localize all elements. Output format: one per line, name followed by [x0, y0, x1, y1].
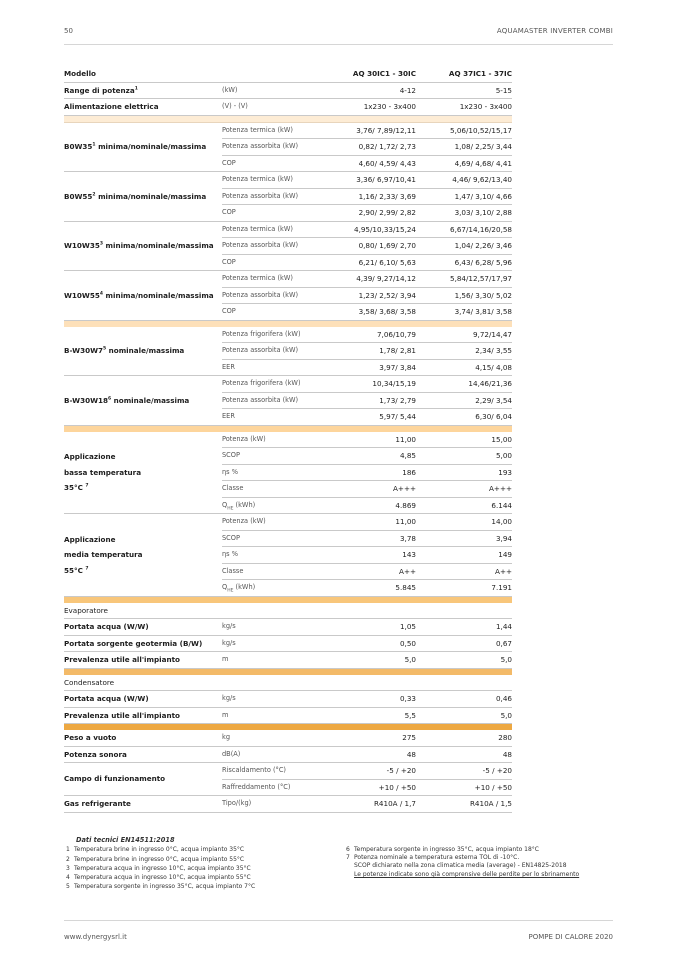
- table-cell: 7.191: [416, 580, 512, 597]
- table-cell: 1,56/ 3,30/ 5,02: [416, 287, 512, 304]
- table-cell: 4,46/ 9,62/13,40: [416, 172, 512, 189]
- table-row: [64, 82, 512, 99]
- table-cell: [416, 603, 512, 619]
- footnotes-title: Dati tecnici EN14511:2018: [76, 836, 175, 844]
- table-cell: 1,04/ 2,26/ 3,46: [416, 238, 512, 255]
- table-cell: dB(A): [222, 746, 334, 763]
- table-cell: 14,46/21,36: [416, 376, 512, 393]
- table-cell: Potenza termica (kW): [222, 221, 334, 238]
- table-cell: COP: [222, 254, 334, 271]
- table-cell: (V) - (V): [222, 99, 334, 116]
- cell-text: Q: [222, 583, 228, 591]
- table-cell: 14,00: [416, 514, 512, 531]
- model-col-1: AQ 30IC1 - 30IC: [334, 66, 416, 82]
- table-cell: [222, 675, 334, 691]
- table-cell: Potenza assorbita (kW): [222, 287, 334, 304]
- cell-text: 5: [103, 346, 107, 352]
- cell-text: 35°C: [64, 483, 83, 492]
- cell-text: B0W35: [64, 142, 93, 151]
- table-cell: 1x230 - 3x400: [416, 99, 512, 116]
- cell-text: W10W55: [64, 290, 100, 300]
- cell-text: HE: [227, 588, 234, 594]
- table-cell: Potenza assorbita (kW): [222, 238, 334, 255]
- table-cell: 3,94: [416, 530, 512, 547]
- table-cell: EER: [222, 409, 334, 426]
- cell-text: 1: [92, 142, 96, 148]
- cell-text: Applicazione: [64, 452, 116, 461]
- table-cell: R410A / 1,7: [334, 796, 416, 813]
- heating-group-w10w55: [64, 271, 512, 321]
- cell-text: 7: [85, 566, 89, 572]
- table-row: [64, 619, 512, 636]
- table-cell: SCOP: [222, 448, 334, 465]
- table-cell: (kW): [222, 82, 334, 99]
- table-cell: 5.845: [334, 580, 416, 597]
- table-cell: 6,67/14,16/20,58: [416, 221, 512, 238]
- table-row: [64, 635, 512, 652]
- table-cell: [334, 603, 416, 619]
- table-cell: Classe: [222, 563, 334, 580]
- table-cell: Riscaldamento (°C): [222, 763, 334, 780]
- table-cell: [334, 675, 416, 691]
- cell-text: 6: [108, 396, 112, 402]
- cell-text: Alimentazione elettrica: [64, 102, 159, 111]
- table-cell: 2,34/ 3,55: [416, 343, 512, 360]
- table-cell: Potenza termica (kW): [222, 172, 334, 189]
- cell-text: (kWh): [233, 500, 256, 509]
- table-row: [64, 271, 512, 288]
- table-cell: [64, 115, 512, 122]
- table-row-weight: [64, 730, 512, 746]
- table-cell: 10,34/15,19: [334, 376, 416, 393]
- defrost-note: Le potenze indicate sono già comprensive delle perdite per lo sbrinamento: [354, 871, 580, 879]
- table-cell: 9,72/14,47: [416, 327, 512, 343]
- application-low-temp: [64, 432, 512, 514]
- cell-text: Range di potenza: [64, 85, 135, 95]
- table-cell: Potenza (kW): [222, 432, 334, 448]
- table-cell: Potenza termica (kW): [222, 271, 334, 288]
- table-cell: 48: [334, 746, 416, 763]
- table-cell: Potenza assorbita (kW): [222, 188, 334, 205]
- cell-text: (kWh): [233, 583, 256, 591]
- page-running-title: AQUAMASTER INVERTER COMBI: [496, 27, 613, 35]
- table-header-row: [64, 66, 512, 82]
- table-cell: 0,80/ 1,69/ 2,70: [334, 238, 416, 255]
- table-row: [64, 99, 512, 116]
- table-cell: Portata sorgente geotermia (B/W): [64, 635, 222, 652]
- footnote: 2 Temperatura brine in ingresso 0°C, acqua impianto 55°C: [66, 855, 245, 863]
- table-cell: -5 / +20: [334, 763, 416, 780]
- table-cell: R410A / 1,5: [416, 796, 512, 813]
- table-cell: 193: [416, 464, 512, 481]
- footnote: 1 Temperatura brine in ingresso 0°C, acqua impianto 35°C: [66, 846, 245, 854]
- table-cell: 186: [334, 464, 416, 481]
- table-cell: 0,33: [334, 691, 416, 708]
- table-cell: Potenza assorbita (kW): [222, 139, 334, 156]
- table-cell: [222, 66, 334, 82]
- table-cell: Portata acqua (W/W): [64, 691, 222, 708]
- table-cell: [416, 675, 512, 691]
- footnote: 4 Temperatura acqua in ingresso 10°C, acqua impianto 55°C: [66, 874, 251, 882]
- table-cell: 3,36/ 6,97/10,41: [334, 172, 416, 189]
- table-cell: 5,0: [416, 652, 512, 669]
- table-cell: 1x230 - 3x400: [334, 99, 416, 116]
- table-cell: 1,16/ 2,33/ 3,69: [334, 188, 416, 205]
- condenser-title-row: [64, 675, 512, 691]
- cell-text: B-W30W18: [64, 395, 108, 405]
- website-link[interactable]: www.dynergysrl.it: [64, 933, 127, 941]
- model-col-2: AQ 37IC1 - 37IC: [416, 66, 512, 82]
- table-cell: 3,03/ 3,10/ 2,88: [416, 205, 512, 222]
- table-cell: 1,08/ 2,25/ 3,44: [416, 139, 512, 156]
- table-cell: Peso a vuoto: [64, 730, 222, 746]
- heating-group-b0w55: [64, 172, 512, 222]
- application-medium-temp: [64, 514, 512, 597]
- table-cell: Potenza frigorifera (kW): [222, 327, 334, 343]
- table-cell: [64, 122, 222, 172]
- table-cell: 1,47/ 3,10/ 4,66: [416, 188, 512, 205]
- table-cell: 1,73/ 2,79: [334, 392, 416, 409]
- table-cell: +10 / +50: [334, 779, 416, 796]
- table-cell: 6,30/ 6,04: [416, 409, 512, 426]
- page-header: [64, 24, 613, 45]
- table-cell: 5,0: [416, 707, 512, 724]
- table-cell: SCOP: [222, 530, 334, 547]
- table-cell: A+++: [334, 481, 416, 498]
- table-row: [64, 376, 512, 393]
- cell-text: 3: [99, 241, 104, 247]
- table-cell: 3,97/ 3,84: [334, 359, 416, 376]
- footnote: 7 Potenza nominale a temperatura esterna TOL di -10°C.: [346, 854, 520, 862]
- table-cell: 2,90/ 2,99/ 2,82: [334, 205, 416, 222]
- table-cell: 5,97/ 5,44: [334, 409, 416, 426]
- table-cell: 4,85: [334, 448, 416, 465]
- table-row-gas: [64, 796, 512, 813]
- table-cell: 0,82/ 1,72/ 2,73: [334, 139, 416, 156]
- evaporator-title-row: [64, 603, 512, 619]
- table-cell: 5-15: [416, 82, 512, 99]
- cell-text: media temperatura: [64, 550, 143, 559]
- cell-text: 2: [92, 192, 96, 198]
- table-cell: [222, 580, 334, 597]
- cell-text: minima/nominale/massima: [103, 290, 214, 300]
- table-cell: 5,0: [334, 652, 416, 669]
- cell-text: 4: [99, 291, 104, 297]
- page-footer: [64, 920, 613, 951]
- table-row: [64, 327, 512, 343]
- heating-group-b0w35: [64, 122, 512, 172]
- table-cell: [64, 99, 222, 116]
- table-cell: [64, 327, 222, 376]
- table-cell: EER: [222, 359, 334, 376]
- table-cell: 4-12: [334, 82, 416, 99]
- cell-text: 55°C: [64, 565, 83, 575]
- cell-text: minima/nominale/massima: [103, 241, 214, 250]
- cell-text: nominale/massima: [111, 395, 190, 405]
- table-cell: 4,39/ 9,27/14,12: [334, 271, 416, 288]
- footnote-continuation: SCOP dichiarato nella zona climatica media (average) - EN14825-2018: [354, 862, 567, 870]
- table-cell: 0,67: [416, 635, 512, 652]
- table-cell: Potenza assorbita (kW): [222, 392, 334, 409]
- table-cell: 48: [416, 746, 512, 763]
- table-cell: Condensatore: [64, 675, 222, 691]
- table-cell: Classe: [222, 481, 334, 498]
- table-cell: A++: [334, 563, 416, 580]
- table-cell: Potenza (kW): [222, 514, 334, 531]
- table-cell: 5,84/12,57/17,97: [416, 271, 512, 288]
- cell-text: minima/nominale/massima: [95, 142, 207, 151]
- cell-text: Applicazione: [64, 534, 116, 544]
- table-cell: 6,21/ 6,10/ 5,63: [334, 254, 416, 271]
- table-cell: kg/s: [222, 635, 334, 652]
- footnote: 6 Temperatura sorgente in ingresso 35°C, acqua impianto 18°C: [346, 846, 539, 853]
- section-divider: [64, 115, 512, 122]
- footnote: 3 Temperatura acqua in ingresso 10°C, acqua impianto 35°C: [66, 864, 251, 872]
- table-cell: 4,15/ 4,08: [416, 359, 512, 376]
- table-cell: 3,76/ 7,89/12,11: [334, 122, 416, 139]
- table-cell: Potenza assorbita (kW): [222, 343, 334, 360]
- table-cell: kg/s: [222, 691, 334, 708]
- cell-text: HE: [227, 505, 234, 511]
- table-cell: 0,50: [334, 635, 416, 652]
- table-cell: 0,46: [416, 691, 512, 708]
- table-cell: 3,78: [334, 530, 416, 547]
- table-cell: 15,00: [416, 432, 512, 448]
- cell-text: B0W55: [64, 191, 93, 201]
- table-cell: 5,06/10,52/15,17: [416, 122, 512, 139]
- table-cell: Prevalenza utile all'impianto: [64, 707, 222, 724]
- table-row: [64, 172, 512, 189]
- table-row: [64, 432, 512, 448]
- table-cell: [64, 172, 222, 222]
- table-cell: 5,00: [416, 448, 512, 465]
- table-row: [64, 691, 512, 708]
- technical-specs-table: [64, 66, 512, 813]
- table-cell: [222, 603, 334, 619]
- cell-text: 1: [134, 86, 138, 92]
- table-cell: 1,78/ 2,81: [334, 343, 416, 360]
- table-cell: [64, 82, 222, 99]
- table-cell: 4,60/ 4,59/ 4,43: [334, 155, 416, 172]
- table-cell: Tipo/(kg): [222, 796, 334, 813]
- table-cell: COP: [222, 155, 334, 172]
- table-cell: 3,74/ 3,81/ 3,58: [416, 304, 512, 321]
- table-row: [64, 122, 512, 139]
- table-cell: m: [222, 707, 334, 724]
- table-cell: 3,58/ 3,68/ 3,58: [334, 304, 416, 321]
- table-cell: 275: [334, 730, 416, 746]
- table-cell: 6.144: [416, 497, 512, 514]
- table-cell: 6,43/ 6,28/ 5,96: [416, 254, 512, 271]
- table-cell: Potenza termica (kW): [222, 122, 334, 139]
- table-cell: m: [222, 652, 334, 669]
- table-cell: 11,00: [334, 432, 416, 448]
- table-row-range: [64, 763, 512, 780]
- table-cell: ηs %: [222, 464, 334, 481]
- page-number: 50: [64, 27, 73, 35]
- cell-text: 7: [85, 483, 89, 489]
- table-cell: Raffreddamento (°C): [222, 779, 334, 796]
- model-label: Modello: [64, 66, 222, 82]
- table-cell: 280: [416, 730, 512, 746]
- table-cell: Campo di funzionamento: [64, 763, 222, 796]
- table-cell: +10 / +50: [416, 779, 512, 796]
- table-cell: Evaporatore: [64, 603, 222, 619]
- table-cell: 143: [334, 547, 416, 564]
- cooling-group-bw30w18: [64, 376, 512, 426]
- table-cell: 1,44: [416, 619, 512, 636]
- table-cell: Potenza sonora: [64, 746, 222, 763]
- cell-text: B-W30W7: [64, 346, 103, 355]
- table-cell: COP: [222, 205, 334, 222]
- table-cell: Portata acqua (W/W): [64, 619, 222, 636]
- table-cell: 4,69/ 4,68/ 4,41: [416, 155, 512, 172]
- footnote: 5 Temperatura sorgente in ingresso 35°C, acqua impianto 7°C: [66, 883, 256, 891]
- table-cell: -5 / +20: [416, 763, 512, 780]
- table-cell: 149: [416, 547, 512, 564]
- cell-text: W10W35: [64, 241, 100, 250]
- table-cell: 1,05: [334, 619, 416, 636]
- table-cell: [64, 432, 222, 514]
- heating-group-w10w35: [64, 221, 512, 271]
- table-cell: Prevalenza utile all'impianto: [64, 652, 222, 669]
- table-row: [64, 652, 512, 669]
- table-cell: 4.869: [334, 497, 416, 514]
- table-cell: 2,29/ 3,54: [416, 392, 512, 409]
- footnotes-right: [346, 845, 579, 880]
- cell-text: bassa temperatura: [64, 467, 142, 477]
- table-cell: [64, 271, 222, 321]
- table-cell: A+++: [416, 481, 512, 498]
- table-cell: Potenza frigorifera (kW): [222, 376, 334, 393]
- cell-text: nominale/massima: [106, 346, 185, 355]
- table-cell: 11,00: [334, 514, 416, 531]
- table-cell: 7,06/10,79: [334, 327, 416, 343]
- cell-text: minima/nominale/massima: [95, 191, 207, 201]
- table-cell: [64, 221, 222, 271]
- table-cell: 5,5: [334, 707, 416, 724]
- table-cell: COP: [222, 304, 334, 321]
- cooling-group-bw30w7: [64, 327, 512, 376]
- table-cell: kg/s: [222, 619, 334, 636]
- table-cell: ηs %: [222, 547, 334, 564]
- footnotes-left: [66, 836, 255, 892]
- table-row: [64, 707, 512, 724]
- table-cell: [222, 497, 334, 514]
- table-cell: 1,23/ 2,52/ 3,94: [334, 287, 416, 304]
- table-cell: A++: [416, 563, 512, 580]
- table-cell: Gas refrigerante: [64, 796, 222, 813]
- footer-title: POMPE DI CALORE 2020: [528, 933, 613, 941]
- table-row: [64, 221, 512, 238]
- table-cell: [64, 376, 222, 426]
- table-row: [64, 514, 512, 531]
- cell-text: Q: [222, 500, 228, 509]
- table-cell: 4,95/10,33/15,24: [334, 221, 416, 238]
- table-row-sound: [64, 746, 512, 763]
- table-cell: [64, 514, 222, 597]
- table-cell: kg: [222, 730, 334, 746]
